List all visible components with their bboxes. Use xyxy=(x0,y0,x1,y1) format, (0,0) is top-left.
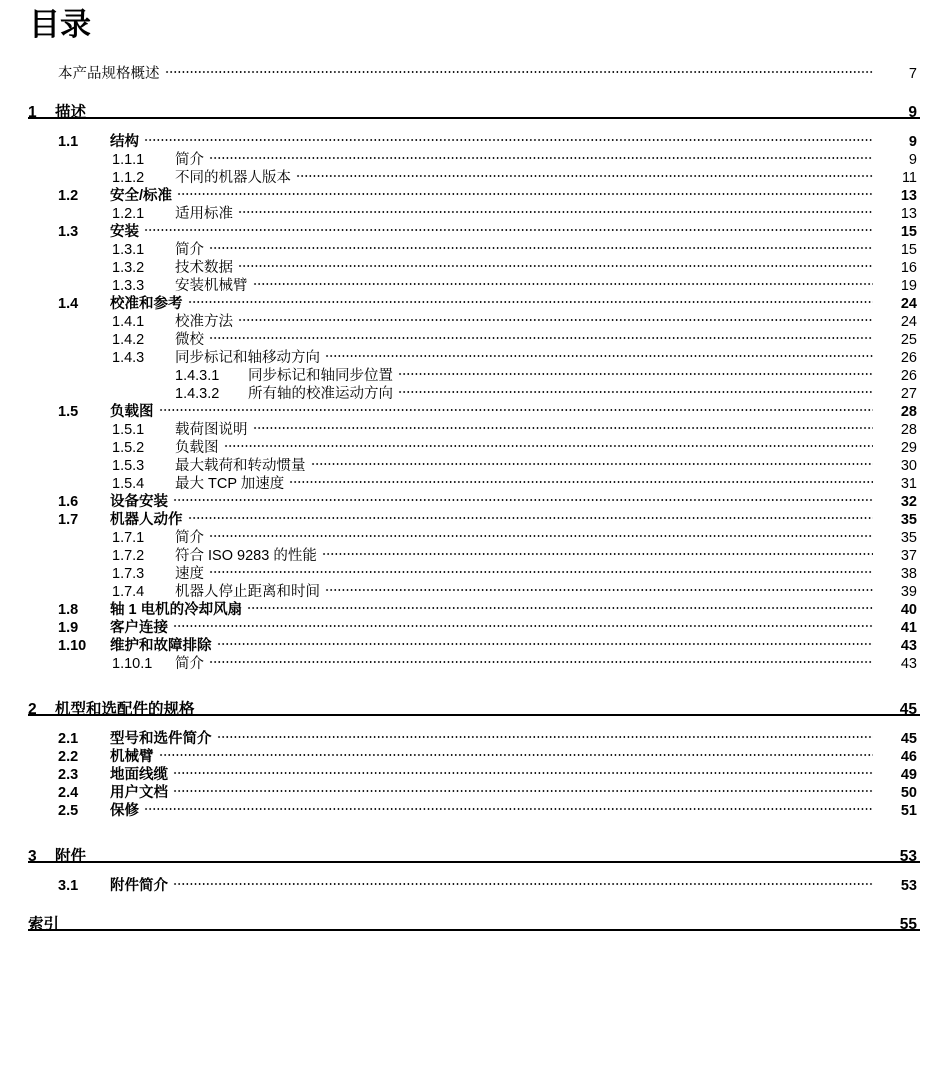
toc-entry-page-number: 50 xyxy=(900,785,917,801)
toc-entry-page-number: 13 xyxy=(900,206,917,222)
toc-entry-title: 技术数据 xyxy=(175,260,233,276)
section-spacer xyxy=(0,119,945,128)
toc-entry-page-number: 40 xyxy=(900,602,917,618)
toc-entry-page-number: 38 xyxy=(900,566,917,582)
toc-entry-page-number: 31 xyxy=(900,476,917,492)
toc-entry-number: 1.8 xyxy=(58,602,79,618)
dot-leader xyxy=(209,236,873,254)
toc-entry-title: 适用标准 xyxy=(175,206,233,222)
toc-entry-title: 机器人动作 xyxy=(110,512,183,528)
toc-entry-page-number: 45 xyxy=(899,701,917,718)
toc-entry-title: 型号和选件简介 xyxy=(110,731,212,747)
dot-leader xyxy=(173,614,873,632)
toc-entry-page-number: 25 xyxy=(900,332,917,348)
toc-entry-page-number: 7 xyxy=(908,66,917,82)
dot-leader xyxy=(209,524,873,542)
toc-entry-title: 同步标记和轴同步位置 xyxy=(248,368,393,384)
dot-leader xyxy=(209,146,873,164)
toc-entry-number: 1.2.1 xyxy=(112,206,145,222)
toc-entry-number: 1.1.2 xyxy=(112,170,145,186)
dot-leader xyxy=(325,578,873,596)
toc-entry-title: 微校 xyxy=(175,332,204,348)
toc-entry-page-number: 43 xyxy=(900,638,917,654)
dot-leader xyxy=(64,905,873,929)
toc-entry-page-number: 29 xyxy=(900,440,917,456)
toc-entry-page-number: 43 xyxy=(900,656,917,672)
toc-entry-page-number: 9 xyxy=(908,104,917,121)
toc-entry-title: 保修 xyxy=(110,803,139,819)
toc-entry-number: 1.10.1 xyxy=(112,656,153,672)
toc-entry-number: 1.4.2 xyxy=(112,332,145,348)
dot-leader xyxy=(238,200,873,218)
toc-entry-number: 1.5.1 xyxy=(112,422,145,438)
toc-entry-number: 3.1 xyxy=(58,878,79,894)
toc-entry[interactable] xyxy=(0,905,945,933)
toc-entry-title: 轴 1 电机的冷却风扇 xyxy=(110,602,243,618)
toc-entry-number: 1.7.3 xyxy=(112,566,145,582)
dot-leader xyxy=(173,872,873,890)
toc-entry-page-number: 15 xyxy=(900,242,917,258)
toc-entry-title: 机器人停止距离和时间 xyxy=(175,584,320,600)
toc-entry[interactable] xyxy=(0,60,945,82)
dot-leader xyxy=(296,164,873,182)
toc-entry-title: 负载图 xyxy=(175,440,219,456)
toc-entry-title: 简介 xyxy=(175,152,204,168)
dot-leader xyxy=(322,542,873,560)
toc-entry-page-number: 28 xyxy=(900,404,917,420)
toc-entry[interactable] xyxy=(0,872,945,894)
toc-entry-page-number: 19 xyxy=(900,278,917,294)
toc-entry-number: 1.3 xyxy=(58,224,79,240)
toc-entry[interactable] xyxy=(0,398,945,420)
toc-entry-title: 同步标记和轴移动方向 xyxy=(175,350,320,366)
toc-entry[interactable] xyxy=(0,93,945,121)
toc-entry-page-number: 35 xyxy=(900,512,917,528)
toc-entry-number: 1.4 xyxy=(58,296,79,312)
toc-entry-number: 1 xyxy=(28,104,37,121)
toc-entry[interactable] xyxy=(0,690,945,718)
toc-entry-number: 1.4.3 xyxy=(112,350,145,366)
dot-leader xyxy=(209,560,873,578)
dot-leader xyxy=(398,362,873,380)
toc-entry-number: 1.4.3.2 xyxy=(175,386,220,402)
toc-entry-title: 安装机械臂 xyxy=(175,278,248,294)
toc-entry-number: 2.2 xyxy=(58,749,79,765)
toc-entry[interactable] xyxy=(0,837,945,865)
toc-entry-title: 用户文档 xyxy=(110,785,168,801)
toc-entry-title: 描述 xyxy=(55,104,87,121)
toc-entry-title: 附件简介 xyxy=(110,878,168,894)
toc-entry-page-number: 27 xyxy=(900,386,917,402)
dot-leader xyxy=(238,308,873,326)
page-title: 目录 xyxy=(29,7,91,42)
toc-entry-title: 索引 xyxy=(28,916,60,933)
toc-entry-number: 1.5.3 xyxy=(112,458,145,474)
dot-leader xyxy=(144,797,873,815)
toc-entry-page-number: 35 xyxy=(900,530,917,546)
dot-leader xyxy=(173,761,873,779)
dot-leader xyxy=(177,182,873,200)
toc-entry-number: 1.3.2 xyxy=(112,260,145,276)
toc-entry-number: 1.5.4 xyxy=(112,476,145,492)
toc-entry-title: 简介 xyxy=(175,656,204,672)
toc-entry-number: 1.5.2 xyxy=(112,440,145,456)
toc-entry-title: 简介 xyxy=(175,530,204,546)
toc-entry-page-number: 24 xyxy=(900,314,917,330)
toc-entry[interactable] xyxy=(0,725,945,747)
toc-entry-page-number: 45 xyxy=(900,731,917,747)
toc-entry-title: 校准方法 xyxy=(175,314,233,330)
toc-entry-page-number: 53 xyxy=(899,848,917,865)
toc-entry-title: 载荷图说明 xyxy=(175,422,248,438)
dot-leader xyxy=(289,470,873,488)
toc-entry-title: 维护和故障排除 xyxy=(110,638,212,654)
dot-leader xyxy=(238,254,873,272)
toc-entry-page-number: 53 xyxy=(900,878,917,894)
dot-leader xyxy=(217,725,874,743)
dot-leader xyxy=(188,506,874,524)
toc-entry-page-number: 26 xyxy=(900,368,917,384)
dot-leader xyxy=(165,60,874,78)
dot-leader xyxy=(325,344,873,362)
dot-leader xyxy=(247,596,873,614)
toc-entry-page-number: 16 xyxy=(900,260,917,276)
toc-entry-number: 1.7.1 xyxy=(112,530,145,546)
toc-entry-title: 校准和参考 xyxy=(110,296,183,312)
toc-entry-number: 1.4.1 xyxy=(112,314,145,330)
dot-leader xyxy=(91,837,873,861)
dot-leader xyxy=(159,743,874,761)
toc-entry-page-number: 51 xyxy=(900,803,917,819)
toc-entry-page-number: 24 xyxy=(900,296,917,312)
toc-entry-page-number: 9 xyxy=(908,152,917,168)
toc-entry-page-number: 49 xyxy=(900,767,917,783)
toc-entry-title: 最大 TCP 加速度 xyxy=(175,476,285,492)
toc-entry-number: 3 xyxy=(28,848,37,865)
toc-entry-title: 结构 xyxy=(110,134,139,150)
toc-entry-number: 2 xyxy=(28,701,37,718)
dot-leader xyxy=(188,290,874,308)
dot-leader xyxy=(253,416,874,434)
toc-entry-page-number: 41 xyxy=(900,620,917,636)
toc-entry-title: 安全/标准 xyxy=(110,188,173,204)
toc-entry-page-number: 28 xyxy=(900,422,917,438)
toc-entry-number: 2.5 xyxy=(58,803,79,819)
dot-leader xyxy=(144,128,873,146)
toc-entry-page-number: 11 xyxy=(901,170,917,186)
dot-leader xyxy=(91,93,873,117)
dot-leader xyxy=(398,380,873,398)
dot-leader xyxy=(209,326,873,344)
toc-entry-number: 1.7.4 xyxy=(112,584,145,600)
toc-entry-title: 不同的机器人版本 xyxy=(175,170,291,186)
toc-entry-number: 1.10 xyxy=(58,638,87,654)
toc-entry-number: 1.7.2 xyxy=(112,548,145,564)
section-rule xyxy=(28,929,920,931)
dot-leader xyxy=(173,488,873,506)
toc-entry-number: 1.9 xyxy=(58,620,79,636)
toc-entry-number: 1.6 xyxy=(58,494,79,510)
toc-entry-title: 地面线缆 xyxy=(110,767,168,783)
dot-leader xyxy=(209,650,873,668)
toc-entry-number: 1.3.3 xyxy=(112,278,145,294)
toc-entry-number: 1.3.1 xyxy=(112,242,145,258)
dot-leader xyxy=(159,398,874,416)
toc-entry-page-number: 39 xyxy=(900,584,917,600)
toc-entry-page-number: 15 xyxy=(900,224,917,240)
toc-entry-number: 1.5 xyxy=(58,404,79,420)
toc-entry-page-number: 32 xyxy=(900,494,917,510)
dot-leader xyxy=(200,690,873,714)
toc-entry-title: 简介 xyxy=(175,242,204,258)
toc-entry-number: 2.3 xyxy=(58,767,79,783)
toc-entry-title: 本产品规格概述 xyxy=(58,66,160,82)
toc-entry-page-number: 46 xyxy=(900,749,917,765)
toc-entry-title: 符合 ISO 9283 的性能 xyxy=(175,548,317,564)
toc-entry-title: 最大载荷和转动惯量 xyxy=(175,458,306,474)
dot-leader xyxy=(253,272,874,290)
dot-leader xyxy=(173,779,873,797)
toc-entry-page-number: 13 xyxy=(900,188,917,204)
toc-entry-title: 机械臂 xyxy=(110,749,154,765)
section-spacer xyxy=(0,863,945,872)
toc-entry-title: 机型和选配件的规格 xyxy=(55,701,195,718)
toc-entry-list xyxy=(0,60,945,931)
toc-entry-number: 2.4 xyxy=(58,785,79,801)
toc-entry[interactable] xyxy=(0,380,945,402)
toc-entry-title: 安装 xyxy=(110,224,139,240)
toc-entry-title: 附件 xyxy=(55,848,87,865)
toc-entry-number: 1.1 xyxy=(58,134,79,150)
toc-entry-title: 速度 xyxy=(175,566,204,582)
toc-entry-title: 所有轴的校准运动方向 xyxy=(248,386,393,402)
dot-leader xyxy=(217,632,874,650)
toc-entry-number: 1.2 xyxy=(58,188,79,204)
toc-entry-page-number: 55 xyxy=(899,916,917,933)
toc-entry-number: 2.1 xyxy=(58,731,79,747)
toc-entry-number: 1.7 xyxy=(58,512,79,528)
toc-entry-number: 1.4.3.1 xyxy=(175,368,220,384)
dot-leader xyxy=(311,452,874,470)
toc-entry-page-number: 37 xyxy=(900,548,917,564)
toc-entry-page-number: 30 xyxy=(900,458,917,474)
dot-leader xyxy=(144,218,873,236)
toc-entry-title: 负载图 xyxy=(110,404,154,420)
toc-entry-page-number: 9 xyxy=(908,134,917,150)
toc-entry-number: 1.1.1 xyxy=(112,152,145,168)
toc-entry-page-number: 26 xyxy=(900,350,917,366)
dot-leader xyxy=(224,434,874,452)
toc-entry[interactable] xyxy=(0,128,945,150)
toc-entry-title: 设备安装 xyxy=(110,494,168,510)
toc-entry-title: 客户连接 xyxy=(110,620,168,636)
